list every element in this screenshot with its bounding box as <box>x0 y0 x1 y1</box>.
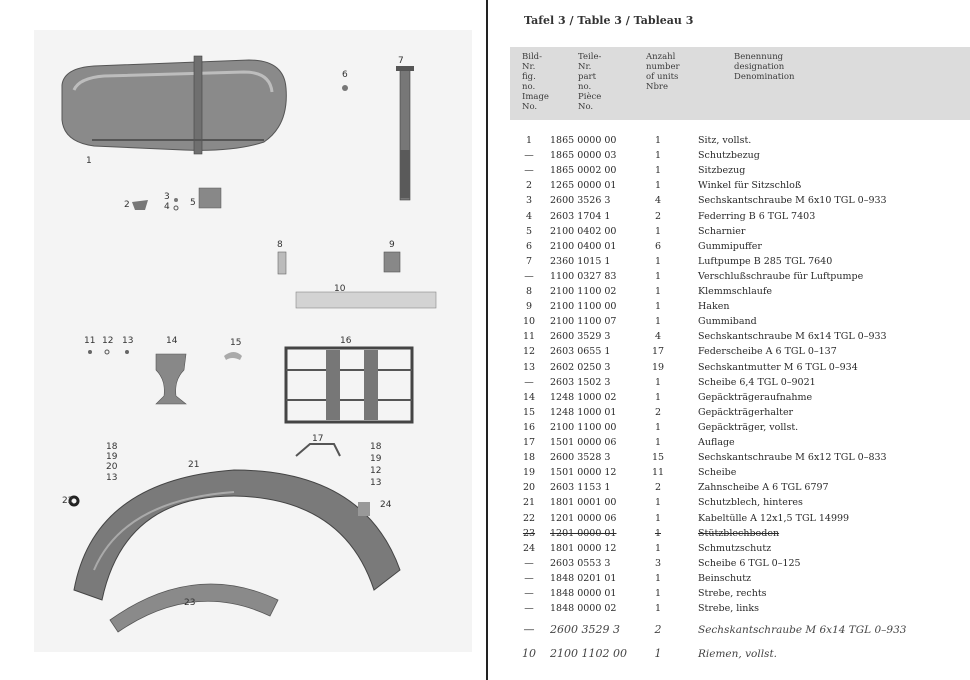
cell-part: 1201 0000 06 <box>550 512 617 524</box>
cell-name: Sechskantmutter M 6 TGL 0–934 <box>698 361 858 373</box>
label-12b: 12 <box>370 466 382 476</box>
table-row <box>488 360 970 375</box>
cell-qty: 2 <box>654 623 662 637</box>
cell-name: Zahnscheibe A 6 TGL 6797 <box>698 482 829 494</box>
table-row <box>488 450 970 465</box>
cell-part: 2100 1100 02 <box>550 286 617 297</box>
cell-fig: 22 <box>522 512 536 524</box>
small-parts-row2 <box>88 350 129 354</box>
cell-qty: 1 <box>654 572 662 584</box>
table-row <box>488 465 970 480</box>
cell-part: 2100 1102 00 <box>550 647 627 661</box>
cell-qty: 1 <box>654 180 662 192</box>
label-7: 7 <box>398 56 404 66</box>
clamp-loop-illustration <box>278 252 286 274</box>
cell-qty: 2 <box>654 210 662 222</box>
cell-part: 2603 1704 1 <box>550 210 611 222</box>
cell-fig: — <box>524 603 534 615</box>
cell-qty: 19 <box>651 361 665 373</box>
cell-part: 2603 1502 3 <box>550 376 611 388</box>
label-18: 18 <box>106 442 118 452</box>
cell-qty: 15 <box>651 452 665 464</box>
table-row <box>488 601 970 616</box>
parts-illustration <box>34 30 472 652</box>
cell-name: Verschlußschraube für Luftpumpe <box>698 270 864 282</box>
cell-name: Kabeltülle A 12x1,5 TGL 14999 <box>698 512 850 524</box>
cell-qty: 1 <box>654 301 662 313</box>
cell-name: Sitz, vollst. <box>698 135 752 146</box>
table-row <box>488 224 970 239</box>
cell-name: Gepäckträgeraufnahme <box>698 391 813 403</box>
table-row <box>488 420 970 435</box>
cell-name: Beinschutz <box>698 572 752 584</box>
table-row <box>488 254 970 269</box>
cell-name: Scheibe <box>698 467 737 479</box>
label-14: 14 <box>166 336 178 346</box>
cell-qty: 1 <box>654 603 662 615</box>
cell-fig: 2 <box>525 180 533 192</box>
cell-part: 1201 0000 01 <box>550 527 617 539</box>
table-row <box>488 209 970 224</box>
table-row <box>488 148 970 163</box>
cell-qty: 2 <box>654 482 662 494</box>
cell-part: 1848 0000 02 <box>550 603 617 615</box>
label-17: 17 <box>312 434 324 444</box>
support-illustration <box>296 444 340 456</box>
table-row <box>488 556 970 571</box>
cell-fig: — <box>524 376 534 388</box>
rear-fender-illustration <box>74 470 400 600</box>
table-row <box>488 644 970 664</box>
cell-qty: 1 <box>654 135 662 146</box>
header-qty: Anzahl number of units Nbre <box>646 52 680 92</box>
table-row <box>488 405 970 420</box>
cell-fig: 10 <box>522 316 536 328</box>
cell-name: Schutzbezug <box>698 150 760 162</box>
cell-part: 2100 1100 00 <box>550 421 617 433</box>
cell-fig: 14 <box>522 391 536 403</box>
label-21: 21 <box>188 460 200 470</box>
cell-fig: 23 <box>522 527 536 539</box>
cell-fig: 13 <box>522 361 536 373</box>
cell-fig: 3 <box>525 195 533 207</box>
cell-part: 1865 0002 00 <box>550 165 617 177</box>
hook-illustration <box>384 252 400 272</box>
table-row <box>488 480 970 495</box>
cell-name: Gepäckträger, vollst. <box>698 421 799 433</box>
cell-part: 1501 0000 06 <box>550 437 617 448</box>
label-2: 2 <box>124 200 130 210</box>
cell-name: Scheibe 6,4 TGL 0–9021 <box>698 376 816 388</box>
label-18b: 18 <box>370 442 382 452</box>
cell-name: Schutzblech, hinteres <box>698 497 803 509</box>
cell-qty: 1 <box>654 542 662 554</box>
cell-name: Auflage <box>698 437 735 448</box>
cell-qty: 2 <box>654 406 662 418</box>
table-row <box>488 299 970 314</box>
cell-fig: 24 <box>522 542 536 554</box>
cell-part: 2602 0250 3 <box>550 361 611 373</box>
cell-part: 1265 0000 01 <box>550 180 617 192</box>
label-5: 5 <box>190 198 196 208</box>
label-12: 12 <box>102 336 114 346</box>
cell-qty: 1 <box>654 647 662 661</box>
label-9: 9 <box>389 240 395 250</box>
cell-part: 1848 0201 01 <box>550 572 617 584</box>
label-3: 3 <box>164 192 170 202</box>
cell-qty: 1 <box>654 437 662 448</box>
table-row <box>488 284 970 299</box>
cell-part: 1865 0000 00 <box>550 135 617 146</box>
table-row <box>488 133 970 148</box>
cell-part: 2600 3529 3 <box>550 623 620 637</box>
cell-qty: 4 <box>654 331 662 343</box>
cell-qty: 17 <box>651 346 665 358</box>
cell-qty: 1 <box>654 255 662 267</box>
carrier-holder-illustration <box>224 352 242 360</box>
cell-name: Federscheibe A 6 TGL 0–137 <box>698 346 837 358</box>
rubber-buffer-illustration <box>342 85 348 91</box>
cell-part: 2603 0655 1 <box>550 346 611 358</box>
cell-fig: 18 <box>522 452 536 464</box>
table-row <box>488 193 970 208</box>
label-15: 15 <box>230 338 242 348</box>
table-row <box>488 269 970 284</box>
table-row <box>488 375 970 390</box>
cell-fig: — <box>524 588 534 599</box>
header-part: Teile- Nr. part no. Pièce No. <box>578 52 602 112</box>
cell-name: Sechskantschraube M 6x14 TGL 0–933 <box>698 624 907 637</box>
cell-part: 2100 0400 01 <box>550 240 617 252</box>
cell-qty: 1 <box>654 391 662 403</box>
cell-part: 2600 3526 3 <box>550 195 611 207</box>
rubber-band-illustration <box>296 292 436 308</box>
table-row <box>488 495 970 510</box>
cell-name: Sitzbezug <box>698 165 746 177</box>
table-title: Tafel 3 / Table 3 / Tableau 3 <box>524 14 694 27</box>
cell-part: 2100 1100 00 <box>550 301 617 313</box>
cell-name: Gummipuffer <box>698 240 762 252</box>
cell-fig: — <box>524 165 534 177</box>
carrier-mount-illustration <box>156 354 186 404</box>
cell-fig: 20 <box>522 482 536 494</box>
cell-qty: 1 <box>654 421 662 433</box>
cell-part: 1801 0000 12 <box>550 542 617 554</box>
cell-fig: 17 <box>522 437 536 448</box>
cell-fig: — <box>524 270 534 282</box>
cell-qty: 1 <box>654 286 662 297</box>
cell-fig: 6 <box>525 240 533 252</box>
cell-qty: 1 <box>654 512 662 524</box>
cell-fig: 9 <box>525 301 533 313</box>
cell-qty: 1 <box>654 588 662 599</box>
cell-name: Strebe, rechts <box>698 588 767 599</box>
cell-fig: 8 <box>525 286 533 297</box>
cell-part: 1100 0327 83 <box>550 270 617 282</box>
cell-name: Haken <box>698 301 730 313</box>
cell-name: Federring B 6 TGL 7403 <box>698 210 816 222</box>
cell-part: 1248 1000 01 <box>550 406 617 418</box>
cell-part: 2600 3528 3 <box>550 452 611 464</box>
label-10: 10 <box>334 284 346 294</box>
label-4: 4 <box>164 202 170 212</box>
cell-part: 2600 3529 3 <box>550 331 611 343</box>
cell-fig: 21 <box>522 497 536 509</box>
cell-fig: 16 <box>522 421 536 433</box>
seat-illustration <box>62 56 286 154</box>
luggage-carrier-illustration <box>286 348 412 422</box>
cell-fig: — <box>523 623 535 637</box>
cell-qty: 1 <box>654 316 662 328</box>
label-16: 16 <box>340 336 352 346</box>
label-13b: 13 <box>106 473 118 483</box>
table-row <box>488 178 970 193</box>
cell-part: 1501 0000 12 <box>550 467 617 479</box>
cell-fig: 12 <box>522 346 536 358</box>
cell-fig: 11 <box>522 331 536 343</box>
cell-fig: 1 <box>525 135 533 146</box>
cell-name: Scharnier <box>698 225 746 237</box>
label-11: 11 <box>84 336 96 346</box>
cell-part: 2100 0402 00 <box>550 225 617 237</box>
label-6: 6 <box>342 70 348 80</box>
cell-qty: 4 <box>654 195 662 207</box>
label-19b: 19 <box>370 454 382 464</box>
cell-fig: 7 <box>525 255 533 267</box>
cell-part: 2603 1153 1 <box>550 482 611 494</box>
cell-name: Gepäckträgerhalter <box>698 406 794 418</box>
cell-qty: 6 <box>654 240 662 252</box>
table-row <box>488 239 970 254</box>
cell-name: Winkel für Sitzschloß <box>698 180 802 192</box>
table-row <box>488 620 970 640</box>
cell-part: 2360 1015 1 <box>550 255 611 267</box>
exploded-parts-plate <box>34 30 472 652</box>
label-24: 24 <box>380 500 392 510</box>
cell-fig: — <box>524 150 534 162</box>
cell-part: 1248 1000 02 <box>550 391 617 403</box>
label-13: 13 <box>122 336 134 346</box>
air-pump-illustration <box>396 66 414 200</box>
label-13c: 13 <box>370 478 382 488</box>
cell-name: Gummiband <box>698 316 757 328</box>
fender-brace-illustration <box>110 584 278 632</box>
cell-qty: 1 <box>654 376 662 388</box>
header-name: Benennung designation Denomination <box>734 52 795 82</box>
table-row <box>488 390 970 405</box>
cell-fig: 10 <box>522 647 536 661</box>
table-row <box>488 163 970 178</box>
small-parts-row1 <box>132 188 221 210</box>
cell-name: Sechskantschraube M 6x12 TGL 0–833 <box>698 452 887 464</box>
label-8: 8 <box>277 240 283 250</box>
label-20: 20 <box>106 462 118 472</box>
cell-name: Sechskantschraube M 6x10 TGL 0–933 <box>698 195 887 207</box>
cell-fig: 5 <box>525 225 533 237</box>
cell-name: Scheibe 6 TGL 0–125 <box>698 557 801 569</box>
cell-qty: 3 <box>654 557 662 569</box>
cell-part: 1865 0000 03 <box>550 150 617 162</box>
cell-name: Luftpumpe B 285 TGL 7640 <box>698 255 833 267</box>
cell-name: Sechskantschraube M 6x14 TGL 0–933 <box>698 331 887 343</box>
cell-fig: 4 <box>525 210 533 222</box>
header-fig: Bild- Nr. fig. no. Image No. <box>522 52 549 112</box>
label-19: 19 <box>106 452 118 462</box>
cell-qty: 1 <box>654 497 662 509</box>
label-23: 23 <box>184 598 196 608</box>
cell-qty: 1 <box>654 165 662 177</box>
cell-part: 2100 1100 07 <box>550 316 617 328</box>
table-row <box>488 329 970 344</box>
table-row <box>488 344 970 359</box>
label-22: 22 <box>62 496 74 506</box>
parts-list-page <box>488 0 970 680</box>
table-row <box>488 571 970 586</box>
cell-name: Riemen, vollst. <box>698 648 778 661</box>
cell-qty: 1 <box>654 225 662 237</box>
table-row <box>488 511 970 526</box>
cell-qty: 11 <box>651 467 665 479</box>
cell-part: 1801 0001 00 <box>550 497 617 509</box>
cell-name: Strebe, links <box>698 603 760 615</box>
table-row <box>488 586 970 601</box>
cell-name: Klemmschlaufe <box>698 286 773 297</box>
cell-qty: 1 <box>654 270 662 282</box>
mud-flap-illustration <box>358 502 370 516</box>
cell-fig: — <box>524 557 534 569</box>
cell-fig: — <box>524 572 534 584</box>
cell-name: Schmutzschutz <box>698 542 772 554</box>
table-row <box>488 314 970 329</box>
cell-part: 1848 0000 01 <box>550 588 617 599</box>
table-row <box>488 541 970 556</box>
cell-fig: 15 <box>522 406 536 418</box>
label-1: 1 <box>86 156 92 166</box>
cell-qty: 1 <box>654 150 662 162</box>
cell-name: Stützblechboden <box>698 527 780 539</box>
cell-qty: 1 <box>654 527 662 539</box>
table-row <box>488 435 970 450</box>
table-row <box>488 526 970 541</box>
cell-part: 2603 0553 3 <box>550 557 611 569</box>
cell-fig: 19 <box>522 467 536 479</box>
